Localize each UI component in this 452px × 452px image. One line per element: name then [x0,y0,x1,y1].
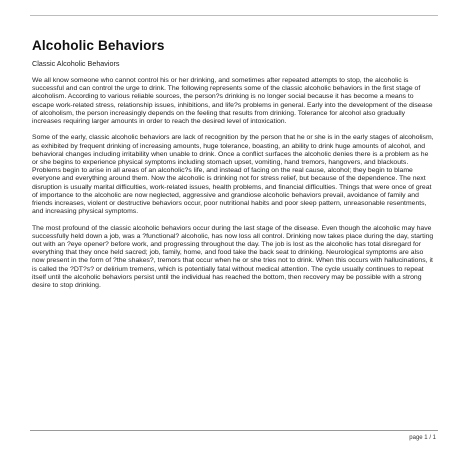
page-number: page 1 / 1 [409,435,436,441]
document-title: Alcoholic Behaviors [32,38,165,53]
header-divider [30,15,438,16]
document-body [32,38,436,298]
footer-divider [30,430,438,431]
paragraph-1: We all know someone who cannot control his or her drinking, and sometimes after repeated attempts to stop, the alcoholic is successful and can control the urge to drink. The following represents some of the classic alcoholic behaviors in the first stage of alcoholism. According to various reliable sources, the person?s drinking is no longer social because it has become a means to escape work-related stress, relationship issues, inhibitions, and life?s problems in general. Early into the development of the disease of alcoholism, the person increasingly depends on the feeling that results from drinking. Tolerance for alcohol also gradually increases requiring larger amounts in order to reach the desired level of intoxication. [32,77,433,126]
paragraph-2: Some of the early, classic alcoholic behaviors are lack of recognition by the person that he or she is in the early stages of alcoholism, as exhibited by frequent drinking of increasing amounts, huge tolerance, boasting, an ability to drink huge amounts of alcohol, and behavioral changes including irritability when unable to drink. Once a conflict surfaces the alcoholic denies there is a problem as he or she begins to experience physical symptoms including stomach upset, vomiting, hand tremors, hangovers, and blackouts. Problems begin to arise in all areas of an alcoholic?s life, and instead of facing on the real cause, alcohol; they begin to blame everyone and everything around them. Now the alcoholic is drinking not for stress relief, but because of the dependence. The next disruption is usually marital difficulties, work-related issues, health problems, and financial difficulties. Things that were once of great of importance to the alcoholic are now neglected, aggressive and grandiose alcoholic behaviors prevail, avoidance of family and friends increases, violent or destructive behaviors occur, poor nutritional habits and poor sleep pattern, unreasonable resentments, and increasing physical symptoms. [32,134,434,216]
paragraph-3: The most profound of the classic alcoholic behaviors occur during the last stage of the disease. Even though the alcoholic may have successfully held down a job, was a ?functional? alcoholic, has now loss all control. Drinking now takes place during the day, starting out with an ?eye opener? before work, and progressing throughout the day. The job is lost as the alcoholic has total disregard for everything that they once held sacred; job, family, home, and food take the back seat to drinking. Neurological symptoms are also now present in the form of ?the shakes?, tremors that occur when he or she tries not to drink. When this occurs with hallucinations, it is called the ?DT?s? or delirium tremens, which is potentially fatal without medical attention. The cycle usually continues to repeat itself until the alcoholic behaviors persist until the individual has reached the bottom, then recovery may be possible with a strong desire to stop drinking. [32,224,434,290]
document-subtitle: Classic Alcoholic Behaviors [32,59,120,68]
